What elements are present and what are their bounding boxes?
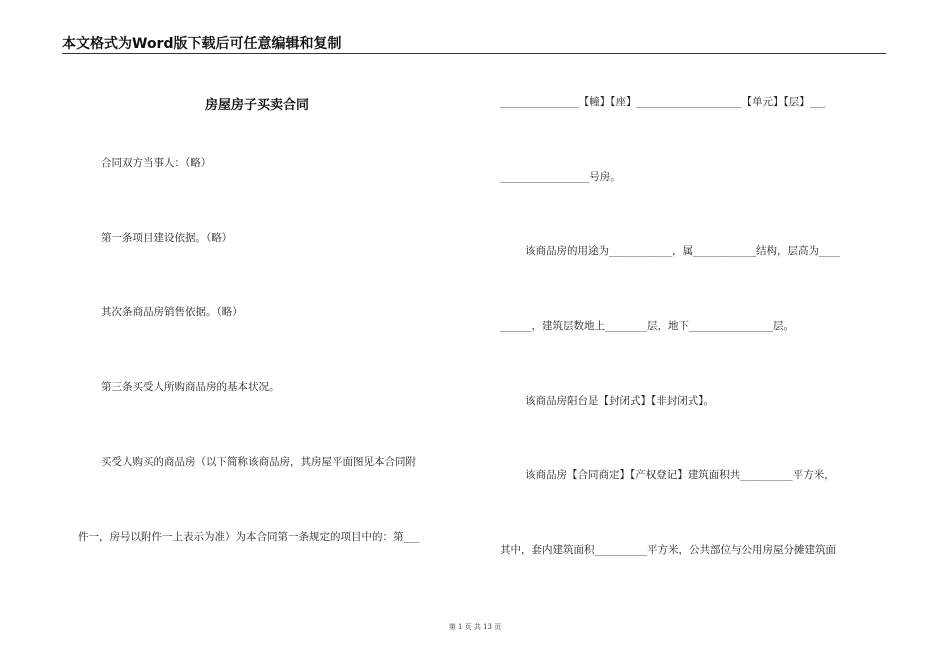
header-divider xyxy=(62,53,886,54)
document-title: 房屋房子买卖合同 xyxy=(205,98,310,113)
right-paragraph-6: 该商品房【合同商定】【产权登记】建筑面积共__________平方米， xyxy=(525,469,835,481)
right-paragraph-7: 其中，套内建筑面积__________平方米，公共部位与公用房屋分摊建筑面 xyxy=(500,544,836,556)
left-paragraph-2: 第一条项目建设依据。（略） xyxy=(101,232,233,244)
left-paragraph-3: 其次条商品房销售依据。（略） xyxy=(101,306,243,318)
right-paragraph-5: 该商品房阳台是【封闭式】【非封闭式】。 xyxy=(525,395,714,407)
left-paragraph-4: 第三条买受人所购商品房的基本状况。 xyxy=(101,381,280,393)
right-paragraph-1: _______________【幢】【座】____________________【单元】【层】___ xyxy=(500,96,826,108)
right-paragraph-2: _________________号房。 xyxy=(500,171,621,183)
download-notice-header: 本文格式为Word版下载后可任意编辑和复制 xyxy=(62,36,342,52)
left-paragraph-1: 合同双方当事人：（略） xyxy=(101,157,212,169)
left-paragraph-6: 件一，房号以附件一上表示为准）为本合同第一条规定的项目中的：第___ xyxy=(78,531,420,543)
right-paragraph-4: ______，建筑层数地上________层，地下________________层。 xyxy=(500,320,794,332)
page-number: 第 1 页 共 13 页 xyxy=(448,623,502,631)
right-paragraph-3: 该商品房的用途为____________，属____________结构，层高为____ xyxy=(525,245,840,257)
left-paragraph-5: 买受人购买的商品房（以下简称该商品房，其房屋平面图见本合同附 xyxy=(101,456,416,468)
